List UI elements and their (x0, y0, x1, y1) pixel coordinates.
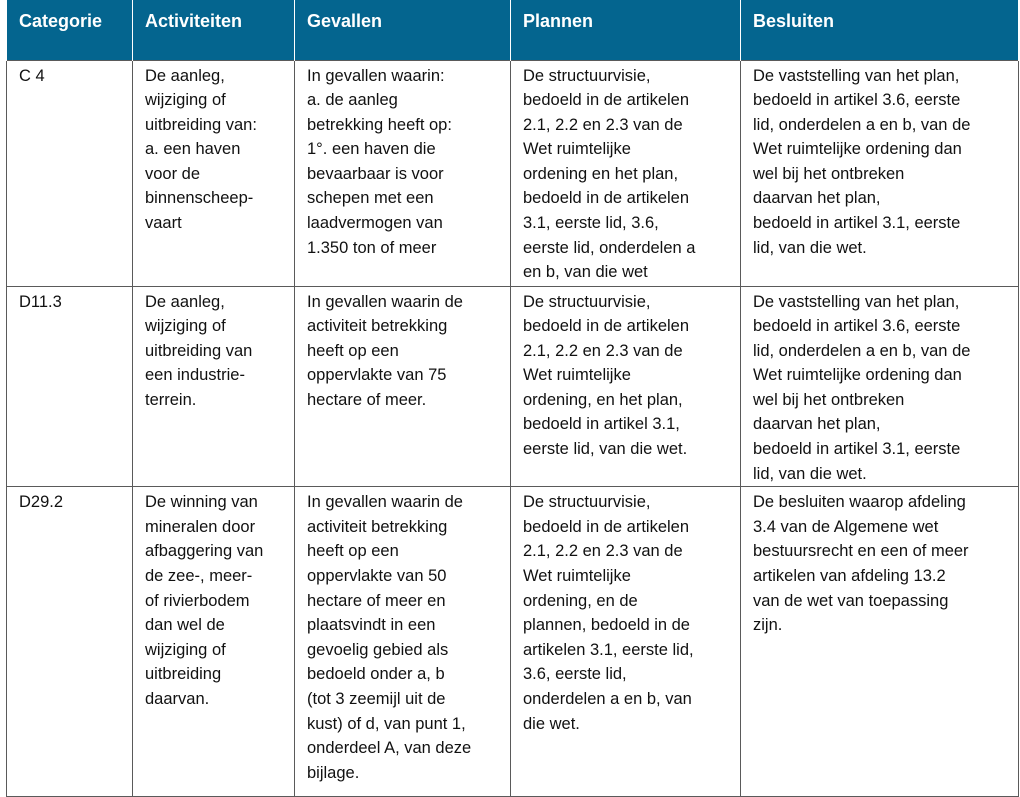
cell-text-line: laadvermogen van (307, 214, 443, 233)
cell-text-line: onderdelen a en b, van (523, 690, 692, 708)
cell-text-line: heeft op een (307, 542, 399, 561)
cell-text-line: eerste lid, van die wet. (523, 440, 688, 459)
cell-plannen (511, 60, 741, 286)
cell-categorie: D29.2 (7, 487, 133, 797)
cell-text-line: oppervlakte van 50 (307, 567, 447, 586)
cell-categorie: C 4 (7, 60, 133, 286)
cell-text-line: wijziging of (145, 640, 226, 659)
cell-text-line: zijn. (753, 616, 783, 635)
cell-text-line: lid, onderdelen a en b, van de (753, 115, 971, 134)
cell-text-line: bedoeld in artikel 3.1, eerste (753, 214, 961, 233)
cell-text-line: 3.6, eerste lid, (523, 665, 627, 684)
header-activiteiten: Activiteiten (133, 0, 295, 60)
cell-text-line: daarvan. (145, 690, 210, 708)
cell-text-line: activiteit betrekking (307, 517, 448, 536)
table-row (7, 60, 1019, 286)
cell-text-line: kust) of d, van punt 1, (307, 714, 466, 733)
cell-text-line: ordening, en het plan, (523, 390, 683, 409)
cell-text-line: Wet ruimtelijke ordening dan (753, 140, 962, 159)
cell-text-line: schepen met een (307, 189, 434, 208)
cell-gevallen (295, 286, 511, 487)
cell-categorie: D11.3 (7, 286, 133, 487)
cell-text-line: Wet ruimtelijke (523, 140, 631, 159)
cell-text-line: (tot 3 zeemijl uit de (307, 690, 446, 708)
cell-text-line: hectare of meer. (307, 390, 427, 409)
header-gevallen: Gevallen (295, 0, 511, 60)
cell-text-line: heeft op een (307, 341, 399, 360)
cell-plannen (511, 487, 741, 797)
cell-text-line: a. een haven (145, 140, 241, 159)
cell-text-line: De winning van (145, 493, 258, 512)
cell-gevallen (295, 60, 511, 286)
cell-text-line: bedoeld in artikel 3.6, eerste (753, 91, 961, 110)
cell-text-line: bedoeld in de artikelen (523, 91, 690, 110)
cell-text-line: binnenscheep- (145, 189, 254, 208)
cell-text-line: In gevallen waarin de (307, 493, 463, 512)
cell-text-line: 1.350 ton of meer (307, 238, 437, 257)
cell-text-line: bedoeld in artikel 3.1, eerste (753, 440, 961, 459)
header-plannen: Plannen (511, 0, 741, 60)
cell-text-line: bedoeld onder a, b (307, 665, 445, 684)
cell-text-line: 3.1, eerste lid, 3.6, (523, 214, 659, 233)
cell-text-line: betrekking heeft op: (307, 115, 452, 134)
header-besluiten: Besluiten (741, 0, 1019, 60)
cell-text-line: daarvan het plan, (753, 189, 881, 208)
cell-text-line: mineralen door (145, 517, 256, 536)
cell-text-line: bedoeld in de artikelen (523, 517, 690, 536)
cell-text-line: terrein. (145, 390, 197, 409)
cell-text-line: artikelen van afdeling 13.2 (753, 567, 946, 586)
cell-text-line: uitbreiding van: (145, 115, 257, 134)
cell-gevallen (295, 487, 511, 797)
cell-text-line: 3.4 van de Algemene wet (753, 517, 939, 536)
cell-text-line: van de wet van toepassing (753, 591, 949, 610)
cell-text-line: hectare of meer en (307, 591, 446, 610)
cell-text-line: wijziging of (145, 91, 226, 110)
cell-text-line: bestuursrecht en een of meer (753, 542, 969, 561)
cell-text-line: wijziging of (145, 317, 226, 336)
cell-besluiten (741, 487, 1019, 797)
cell-text-line: Wet ruimtelijke (523, 366, 631, 385)
cell-text-line: plaatsvindt in een (307, 616, 436, 635)
cell-text-line: 2.1, 2.2 en 2.3 van de (523, 341, 683, 360)
cell-text-line: bedoeld in de artikelen (523, 189, 690, 208)
cell-text-line: bijlage. (307, 763, 360, 782)
cell-activiteiten (133, 487, 295, 797)
cell-text-line: De structuurvisie, (523, 292, 651, 311)
cell-text-line: wel bij het ontbreken (753, 390, 905, 409)
cell-text-line: voor de (145, 164, 201, 183)
cell-text-line: oppervlakte van 75 (307, 366, 447, 385)
cell-text-line: 1°. een haven die (307, 140, 436, 159)
cell-text-line: bedoeld in artikel 3.1, (523, 415, 680, 434)
cell-text-line: bedoeld in de artikelen (523, 317, 690, 336)
cell-text-line: artikelen 3.1, eerste lid, (523, 640, 694, 659)
table-header-row (7, 0, 1019, 60)
cell-text-line: lid, van die wet. (753, 464, 867, 483)
cell-text-line: ordening en het plan, (523, 164, 679, 183)
cell-text-line: die wet. (523, 714, 580, 733)
cell-text-line: a. de aanleg (307, 91, 398, 110)
cell-text-line: 2.1, 2.2 en 2.3 van de (523, 542, 683, 561)
cell-text-line: afbaggering van (145, 542, 264, 561)
cell-text-line: De besluiten waarop afdeling (753, 493, 966, 512)
cell-text-line: eerste lid, onderdelen a (523, 238, 696, 257)
table-row (7, 487, 1019, 797)
cell-text-line: plannen, bedoeld in de (523, 616, 690, 635)
cell-activiteiten (133, 286, 295, 487)
cell-text-line: de zee-, meer- (145, 567, 253, 586)
cell-text-line: bedoeld in artikel 3.6, eerste (753, 317, 961, 336)
cell-text-line: uitbreiding van (145, 341, 253, 360)
cell-text-line: De vaststelling van het plan, (753, 292, 960, 311)
cell-text-line: daarvan het plan, (753, 415, 881, 434)
cell-text-line: De vaststelling van het plan, (753, 66, 960, 85)
cell-text-line: gevoelig gebied als (307, 640, 449, 659)
cell-text-line: In gevallen waarin de (307, 292, 463, 311)
cell-text-line: activiteit betrekking (307, 317, 448, 336)
cell-text-line: vaart (145, 214, 182, 233)
cell-text-line: De structuurvisie, (523, 66, 651, 85)
cell-text-line: bevaarbaar is voor (307, 164, 444, 183)
cell-text-line: De structuurvisie, (523, 493, 651, 512)
cell-text-line: een industrie- (145, 366, 245, 385)
cell-text-line: Wet ruimtelijke (523, 567, 631, 586)
cell-text-line: De aanleg, (145, 292, 225, 311)
cell-plannen (511, 286, 741, 487)
cell-besluiten (741, 60, 1019, 286)
cell-text-line: ordening, en de (523, 591, 638, 610)
cell-text-line: lid, onderdelen a en b, van de (753, 341, 971, 360)
cell-text-line: Wet ruimtelijke ordening dan (753, 366, 962, 385)
cell-text-line: en b, van die wet (523, 263, 648, 282)
cell-text-line: De aanleg, (145, 66, 225, 85)
environmental-categories-table (6, 0, 1019, 797)
cell-text-line: lid, van die wet. (753, 238, 867, 257)
cell-activiteiten (133, 60, 295, 286)
cell-besluiten (741, 286, 1019, 487)
cell-text-line: uitbreiding (145, 665, 222, 684)
cell-text-line: of rivierbodem (145, 591, 250, 610)
table-row (7, 286, 1019, 487)
header-categorie: Categorie (7, 0, 133, 60)
cell-text-line: In gevallen waarin: (307, 66, 445, 85)
cell-text-line: wel bij het ontbreken (753, 164, 905, 183)
cell-text-line: onderdeel A, van deze (307, 739, 472, 758)
cell-text-line: dan wel de (145, 616, 225, 635)
cell-text-line: 2.1, 2.2 en 2.3 van de (523, 115, 683, 134)
